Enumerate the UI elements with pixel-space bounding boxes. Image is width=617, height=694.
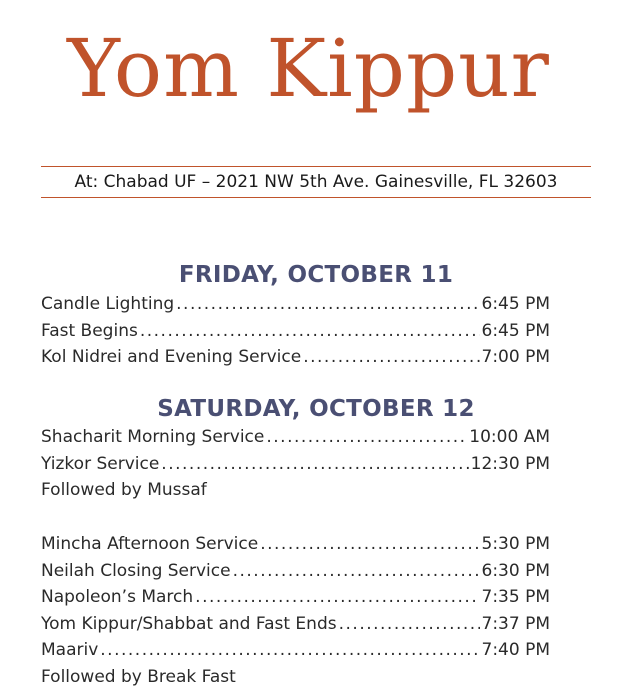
schedule-row-kol-nidrei [41,347,550,374]
schedule-time: 7:00 PM [481,347,550,368]
schedule-time: 6:45 PM [481,320,550,341]
schedule-time: 10:00 AM [469,427,550,447]
schedule-time: 5:30 PM [481,534,550,554]
dot-leader [195,587,479,607]
schedule-row-neilah [41,561,550,588]
saturday-schedule-morning [41,427,550,507]
schedule-time: 7:40 PM [481,640,550,661]
schedule-row-fast-ends [41,614,550,641]
saturday-heading: SATURDAY, OCTOBER 12 [157,396,475,422]
schedule-row-fast-begins [41,321,550,348]
address-text: At: Chabad UF – 2021 NW 5th Ave. Gainesville, FL 32603 [74,172,558,192]
schedule-note-mussaf: Followed by Mussaf [41,480,207,501]
schedule-label: Mincha Afternoon Service [41,534,259,554]
schedule-label: Kol Nidrei and Evening Service [41,347,302,368]
schedule-label: Neilah Closing Service [41,560,231,581]
dot-leader [260,534,479,554]
schedule-row-mincha [41,534,550,561]
address-banner [41,166,591,198]
schedule-label: Yizkor Service [41,453,160,474]
dot-leader [100,640,479,660]
friday-heading: FRIDAY, OCTOBER 11 [178,262,454,288]
schedule-note-break-fast: Followed by Break Fast [41,666,236,687]
schedule-time: 6:45 PM [481,294,550,314]
schedule-row-candle-lighting [41,294,550,321]
schedule-label: Fast Begins [41,320,138,341]
schedule-time: 7:37 PM [481,613,550,634]
schedule-time: 7:35 PM [481,587,550,608]
saturday-schedule-afternoon [41,534,550,694]
friday-schedule [41,294,550,374]
schedule-row-maariv [41,640,550,667]
schedule-label: Napoleon’s March [41,587,194,608]
dot-leader [339,614,480,634]
schedule-time: 6:30 PM [481,560,550,581]
dot-leader [266,427,467,447]
page-title: Yom Kippur [67,22,550,115]
dot-leader [176,294,479,314]
schedule-row-napoleons-march [41,587,550,614]
schedule-label: Yom Kippur/Shabbat and Fast Ends [41,613,337,634]
schedule-label: Shacharit Morning Service [41,427,265,447]
dot-leader [303,347,479,367]
schedule-row-yizkor [41,454,550,481]
dot-leader [161,454,468,474]
schedule-time: 12:30 PM [470,453,550,474]
dot-leader [233,561,480,581]
schedule-label: Candle Lighting [41,294,175,314]
schedule-label: Maariv [41,640,99,661]
schedule-row-shacharit [41,427,550,454]
dot-leader [140,321,480,341]
